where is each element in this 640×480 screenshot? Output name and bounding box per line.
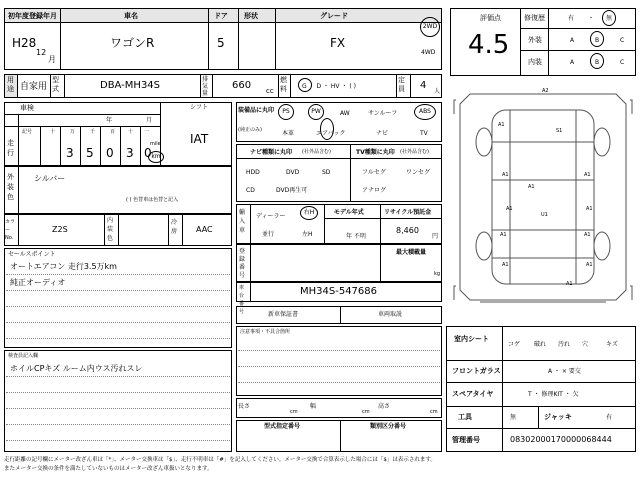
score-label: 評価点	[480, 14, 501, 22]
equip-abs: ABS	[414, 104, 436, 120]
seat-item-hole: 穴	[582, 341, 589, 348]
chassis-label: 車台番号	[239, 285, 245, 315]
damage-mark-hood: S1	[556, 128, 563, 134]
damage-mark-rear-bumper: A1	[566, 281, 573, 287]
navi-dvd: DVD	[286, 169, 300, 176]
exterior-option-c: C	[620, 37, 625, 44]
equipment-label-sub: (純正のみ)	[238, 127, 262, 133]
km-selected: km	[148, 151, 164, 163]
mileage-digit-4: 3	[126, 146, 134, 160]
sales-points-label: セールスポイント	[8, 251, 56, 258]
exterior-option-b: B	[595, 37, 600, 44]
fuel-label: 燃料	[280, 76, 287, 93]
repair-label: 修復歴	[524, 14, 545, 22]
exterior-selected-circle	[590, 31, 604, 47]
max-load-unit: kg	[434, 271, 441, 277]
footer-line-2: またメーター交換の条件を満たしていないものはメーター改ざん車扱いとなります。	[4, 466, 213, 472]
exterior-color-value: シルバー	[34, 174, 66, 183]
door-value: 5	[217, 36, 225, 50]
equip-tv: TV	[420, 130, 428, 137]
interior-option-c: C	[620, 59, 625, 66]
unit-header-100k: 十	[50, 129, 56, 135]
interior-label: 内装	[528, 58, 542, 66]
recycle-unit: 円	[432, 233, 439, 240]
score-value: 4.5	[468, 30, 510, 60]
car-name-label: 車名	[124, 12, 138, 20]
equip-sunroof: サンルーフ	[368, 110, 398, 117]
equip-ps: PS	[278, 104, 294, 120]
sales-point-1: オートエアコン 走行3.5万km	[10, 262, 117, 271]
repair-selected-circle	[602, 10, 616, 26]
equip-aw: AW	[340, 110, 350, 117]
model-year-label: モデル年式	[334, 209, 364, 216]
capacity-label: 定員	[398, 76, 405, 93]
fuel-selected-circle	[298, 78, 312, 92]
length-unit: cm	[290, 409, 298, 415]
color-no-label: カラーNo.	[5, 219, 16, 241]
tv-fullseg: フルセグ	[362, 169, 386, 176]
displacement-label: 排気量	[202, 76, 209, 97]
seat-item-stain: 汚れ	[558, 341, 571, 348]
height-unit: cm	[430, 409, 438, 415]
mileage-digit-5: 0	[144, 146, 152, 160]
inspector-text: ホイルCPキズ ルーム内ウス汚れスレ	[10, 364, 143, 373]
mileage-digit-1: 3	[66, 146, 74, 160]
import-label: 輸入車	[239, 209, 246, 234]
seat-item-tear: 破れ	[534, 341, 547, 348]
width-label: 幅	[310, 403, 317, 410]
door-label: ドア	[214, 12, 228, 20]
sales-point-2: 純正オーディオ	[10, 278, 66, 287]
damage-mark-rear-right-wheel: A1	[586, 262, 593, 268]
windshield-value: A ・ × 要交	[548, 368, 581, 375]
interior-selected-circle	[590, 53, 604, 69]
warranty-label: 新車保証書	[268, 311, 299, 318]
mile-label: mile	[150, 141, 161, 147]
mgmt-label: 管理番号	[452, 436, 480, 444]
type-label: 型式指定番号	[264, 423, 301, 430]
equipment-label: 装備品に丸印	[238, 107, 275, 114]
seat-item-burn: コゲ	[508, 341, 521, 348]
repair-option-no: 無	[606, 15, 613, 22]
month-suffix: 月	[48, 55, 56, 64]
max-load-label: 最大積載量	[396, 249, 427, 256]
jack-value: 有	[606, 414, 613, 421]
model-value: DBA-MH34S	[100, 80, 161, 91]
tv-label-sub: (社外品含む)	[400, 149, 429, 155]
damage-mark-roof: U1	[541, 212, 548, 218]
spare-label: スペアタイヤ	[452, 390, 494, 398]
cc-unit: cc	[266, 87, 274, 95]
shift-label: シフト	[190, 104, 209, 111]
interior-option-a: A	[570, 59, 575, 66]
grade-label: グレード	[320, 12, 348, 20]
damage-mark-front-right-door: A1	[584, 172, 591, 178]
interior-color-label: 内装色	[107, 217, 114, 242]
drive-4wd: 4WD	[421, 49, 436, 56]
damage-mark-front-bumper: A2	[542, 88, 549, 94]
tool-label: 工具	[458, 413, 472, 421]
steering-left: 左H	[302, 231, 313, 238]
footer-line-1: 走行距離の記号欄にメーター改ざん車は「*」、メーター交換車は「$」、走行不明車は「#」を記入してください。メーター交換で合算表示した場合には「$」は表示されます。	[4, 457, 436, 463]
tv-analog: アナログ	[362, 187, 387, 194]
color-no-value: Z2S	[52, 225, 68, 234]
class-label: 類別区分番号	[370, 423, 407, 430]
exterior-color-note: ( ) 色替車は色替と記入	[126, 197, 179, 203]
running-label: 走行	[7, 139, 14, 157]
equip-navi: ナビ	[376, 130, 389, 137]
recycle-label: リサイクル預託金	[384, 209, 432, 216]
inspection-label: 車検	[20, 104, 34, 112]
repair-option-yes: 有	[568, 15, 575, 22]
steering-right-selected: 右H	[300, 206, 318, 220]
shape-label: 形状	[244, 12, 258, 20]
shift-value: IAT	[190, 132, 209, 146]
import-parallel: 並行	[262, 231, 275, 238]
equip-pw: PW	[308, 104, 324, 120]
damage-mark-front-left-door: A1	[502, 172, 509, 178]
manual-label: 車両取説	[378, 311, 403, 318]
exterior-option-a: A	[570, 37, 575, 44]
unit-header-1k: 千	[90, 129, 96, 135]
tool-value: 無	[510, 414, 517, 421]
windshield-label: フロントガラス	[452, 367, 501, 375]
condition-sheet: 初年度登録年月 車名 ドア 形状 グレード H28 12 月 ワゴンR 5 FX 2WD 4WD 用途 自家用 型式 DBA-MH34S 排気量 660 cc 燃料 G ・ D ・ HV ・ ( ) 定員 4 人 評価点 4.5 修復歴 有 ・ 無 外装 A B C 内装 A B C 車検 年 月 シフト IAT 走行 記号 十 万 千 百 十 一 3 5 0 3 0 mile km 装備品に丸印 (純正のみ) PS PW AW サンルーフ ABS 本革 エアバック ナビ TV ナビ種類に丸印 (社外品含む) TV種類に丸印 (社外品含む) HDD DVD SD CD DVD再生可 フルセグ ワンセグ アナログ 外装色 シルバー ( ) 色替車は色替と記入 カラーNo. Z2S 内装色 冷房 AAC 輸入車 ディーラー 並行 右H 左H モデル年式 年 不明 リサイクル預託金 8,460 円 登録番号 最大積載量 kg 車台番号 MH34S-547686 新車保証書 車両取説 セールスポイント オートエアコン 走行3.5万km 純正オーディオ 注意事項・不具合箇所 検査員記入欄 ホイルCPキズ ルーム内ウス汚れスレ 長さ cm 幅 cm 高さ cm 型式指定番号 類別区分番号 A2 S1 A1 A1 A1 A1 A1 U1 A1 A1 A1 A1 A1 A1 室内シート コゲ 破れ 汚れ 穴 キズ フロントガラス A ・ × 要交 スペアタイヤ T ・ 修理KIT ・ 欠 工具 無 ジャッキ 有 管理番号 08302000170000068444 走行距離の記号欄にメーター改ざん車は「*」、メーター交換車は「$」、走行不明車は「#」を記入してください。メーター交換で合算表示した場合には「$」は表示されます。 またメーター交換の条件を満たしていないものはメーター改ざん車扱いとなります。	[0, 0, 640, 480]
navi-cd: CD	[246, 187, 255, 194]
equip-airbag: エアバック	[316, 130, 346, 137]
exterior-color-label: 外装色	[7, 173, 14, 201]
first-reg-month: 12	[36, 48, 47, 57]
equip-leather: 本革	[282, 130, 295, 137]
first-reg-year: H28	[12, 36, 37, 50]
use-label: 用途	[7, 76, 14, 93]
model-label: 型式	[52, 76, 59, 93]
recycle-value: 8,460	[396, 226, 419, 235]
navi-label-sub: (社外品含む)	[302, 149, 331, 155]
chassis-value: MH34S-547686	[300, 286, 378, 297]
fuel-options: G ・ D ・ HV ・ ( )	[302, 83, 356, 90]
capacity-unit: 人	[434, 88, 441, 95]
inspector-label: 検査員記入欄	[8, 353, 39, 359]
navi-dvd-playback: DVD再生可	[276, 187, 308, 194]
seat-item-scratch: キズ	[606, 341, 618, 348]
seat-label: 室内シート	[454, 335, 489, 343]
mgmt-value: 08302000170000068444	[510, 435, 612, 444]
width-unit: cm	[362, 409, 370, 415]
unit-header-1: 一	[144, 129, 150, 135]
damage-mark-rear-left-wheel: A1	[502, 262, 509, 268]
notes-label: 注意事項・不具合箇所	[240, 329, 291, 335]
interior-option-b: B	[595, 59, 600, 66]
capacity-value: 4	[420, 80, 427, 91]
damage-mark-left-pillar: A1	[528, 184, 535, 190]
damage-mark-rear-right-quarter: A1	[584, 232, 591, 238]
drive-2wd-circle: 2WD	[420, 17, 440, 37]
docs-frame	[236, 306, 442, 324]
cooler-value: AAC	[196, 225, 213, 234]
grade-value: FX	[330, 36, 346, 50]
unit-header-10: 十	[128, 129, 134, 135]
damage-mark-front-left-fender: A1	[498, 122, 505, 128]
use-value: 自家用	[20, 82, 48, 92]
length-label: 長さ	[238, 403, 251, 410]
first-reg-label: 初年度登録年月	[8, 12, 57, 20]
spare-value: T ・ 修理KIT ・ 欠	[528, 391, 579, 398]
row2-frame	[4, 74, 442, 98]
navi-label: ナビ種類に丸印	[250, 149, 293, 156]
car-damage-diagram	[450, 80, 636, 322]
jack-label: ジャッキ	[544, 413, 572, 421]
displacement-value: 660	[232, 80, 252, 91]
unit-header-mark: 記号	[22, 129, 33, 135]
model-year-value: 年 不明	[346, 233, 366, 240]
tv-oneseg: ワンセグ	[406, 169, 431, 176]
car-name-value: ワゴンR	[110, 36, 155, 50]
damage-mark-rear-left-door: A1	[506, 206, 513, 212]
cooler-label: 冷房	[171, 219, 178, 235]
tv-label: TV種類に丸印	[356, 149, 395, 156]
equip-airbag-circle	[320, 118, 334, 140]
exterior-label: 外装	[528, 36, 542, 44]
damage-mark-rear-right-door: A1	[586, 206, 593, 212]
mileage-digit-3: 0	[106, 146, 114, 160]
inspection-year-label: 年	[106, 117, 113, 124]
unit-header-100: 百	[110, 129, 116, 135]
navi-sd: SD	[322, 169, 331, 176]
mileage-digit-2: 5	[86, 146, 94, 160]
registration-label: 登録番号	[239, 248, 246, 279]
inspection-month-label: 月	[146, 117, 153, 124]
unit-header-10k: 万	[70, 129, 76, 135]
damage-mark-rear-left-quarter: A1	[500, 232, 507, 238]
dimensions-frame	[236, 398, 442, 418]
import-dealer: ディーラー	[256, 213, 286, 220]
navi-hdd: HDD	[246, 169, 260, 176]
height-label: 高さ	[378, 403, 391, 410]
